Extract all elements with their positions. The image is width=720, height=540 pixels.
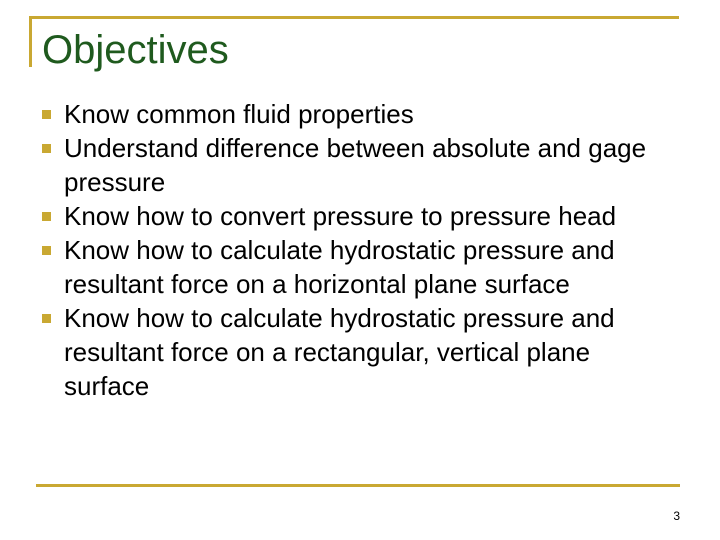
bullet-text: Know how to calculate hydrostatic pressure and resultant force on a horizontal plane surface [64, 235, 615, 299]
list-item [36, 199, 676, 233]
page-number: 3 [673, 509, 680, 523]
list-item [36, 97, 676, 131]
square-bullet-icon [42, 314, 51, 323]
title-left-rule [29, 16, 32, 67]
square-bullet-icon [42, 110, 51, 119]
bullet-text: Know how to calculate hydrostatic pressure and resultant force on a rectangular, vertical plane surface [64, 303, 615, 401]
objectives-list [36, 97, 676, 403]
list-item [36, 131, 676, 199]
bullet-text: Understand difference between absolute and gage pressure [64, 133, 647, 197]
list-item [36, 233, 676, 301]
title-top-rule [29, 16, 679, 19]
bullet-text: Know how to convert pressure to pressure head [64, 201, 617, 231]
square-bullet-icon [42, 246, 51, 255]
slide-title: Objectives [42, 28, 229, 72]
square-bullet-icon [42, 144, 51, 153]
list-item [36, 301, 676, 403]
square-bullet-icon [42, 212, 51, 221]
footer-rule [36, 484, 680, 487]
bullet-text: Know common fluid properties [64, 99, 414, 129]
